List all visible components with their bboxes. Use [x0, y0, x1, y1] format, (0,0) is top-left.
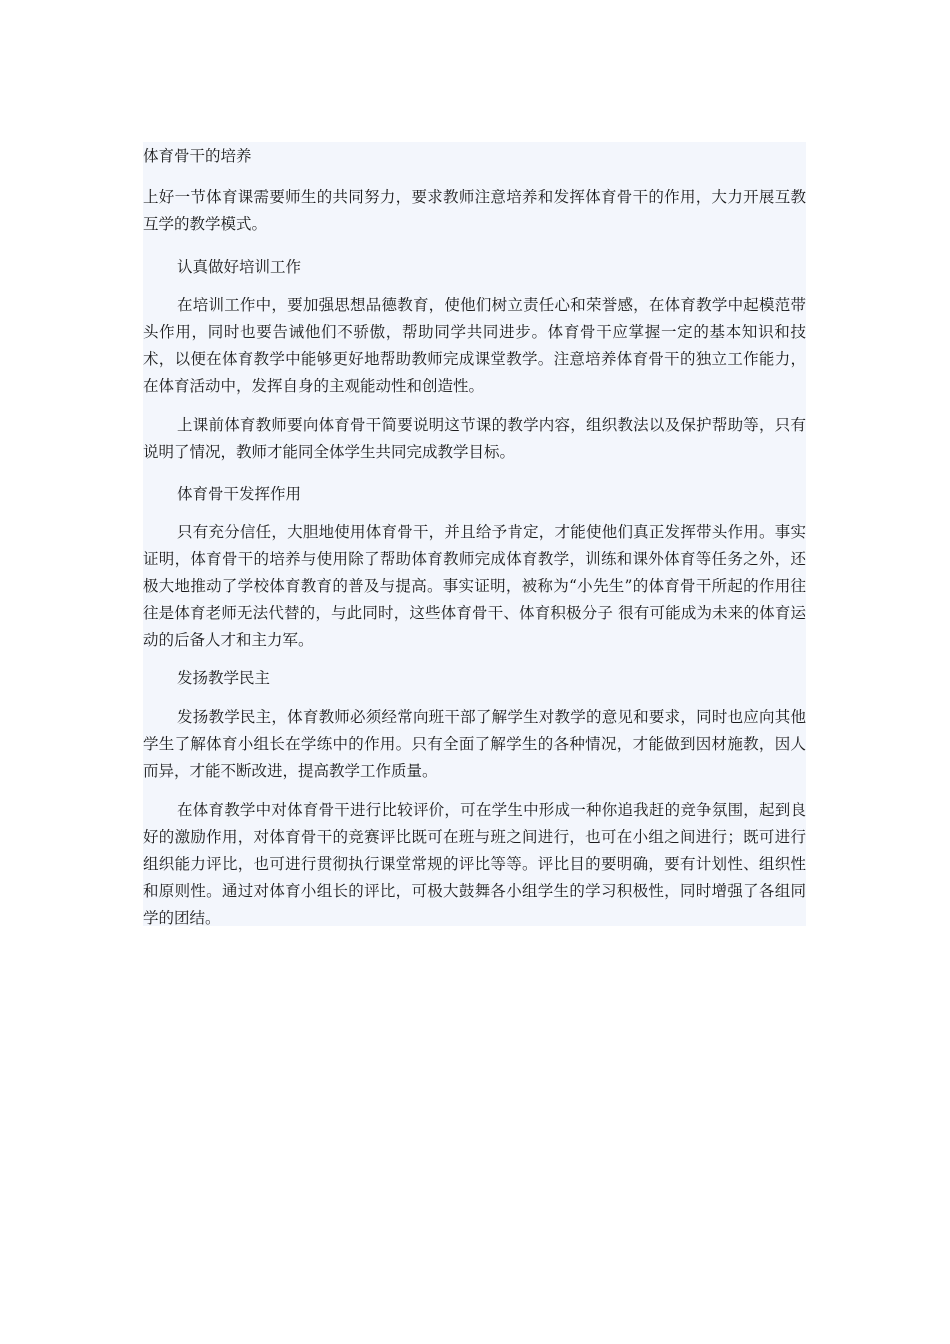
training-paragraph-1: 在培训工作中，要加强思想品德教育，使他们树立责任心和荣誉感，在体育教学中起模范带头作用，同时也要告诫他们不骄傲，帮助同学共同进步。体育骨干应掌握一定的基本知识和技术，以便在体育教学中能够更好地帮助教师完成课堂教学。注意培养体育骨干的独立工作能力，在体育活动中，发挥自身的主观能动性和创造性。 [143, 296, 806, 395]
section-heading-training: 认真做好培训工作 [177, 258, 302, 276]
document-title: 体育骨干的培养 [143, 147, 252, 165]
section-heading-democracy: 发扬教学民主 [177, 669, 271, 687]
section-heading-role: 体育骨干发挥作用 [177, 485, 302, 503]
democracy-paragraph-1: 发扬教学民主，体育教师必须经常向班干部了解学生对教学的意见和要求，同时也应向其他学生了解体育小组长在学练中的作用。只有全面了解学生的各种情况，才能做到因材施教，因人而异，才能不断改进，提高教学工作质量。 [143, 708, 806, 780]
role-paragraph-1: 只有充分信任，大胆地使用体育骨干，并且给予肯定，才能使他们真正发挥带头作用。事实证明，体育骨干的培养与使用除了帮助体育教师完成体育教学，训练和课外体育等任务之外，还极大地推动了学校体育教育的普及与提高。事实证明，被称为“小先生”的体育骨干所起的作用往往是体育老师无法代替的，与此同时，这些体育骨干、体育积极分子 很有可能成为未来的体育运动的后备人才和主力军。 [143, 523, 806, 649]
document-body [143, 142, 806, 926]
training-paragraph-2: 上课前体育教师要向体育骨干简要说明这节课的教学内容，组织教法以及保护帮助等，只有说明了情况，教师才能同全体学生共同完成教学目标。 [143, 416, 806, 461]
democracy-paragraph-2: 在体育教学中对体育骨干进行比较评价，可在学生中形成一种你追我赶的竞争氛围，起到良好的激励作用，对体育骨干的竞赛评比既可在班与班之间进行，也可在小组之间进行；既可进行组织能力评比，也可进行贯彻执行课堂常规的评比等等。评比目的要明确，要有计划性、组织性和原则性。通过对体育小组长的评比，可极大鼓舞各小组学生的学习积极性，同时增强了各组同学的团结。 [143, 801, 806, 926]
intro-paragraph: 上好一节体育课需要师生的共同努力，要求教师注意培养和发挥体育骨干的作用，大力开展互教互学的教学模式。 [143, 188, 806, 233]
